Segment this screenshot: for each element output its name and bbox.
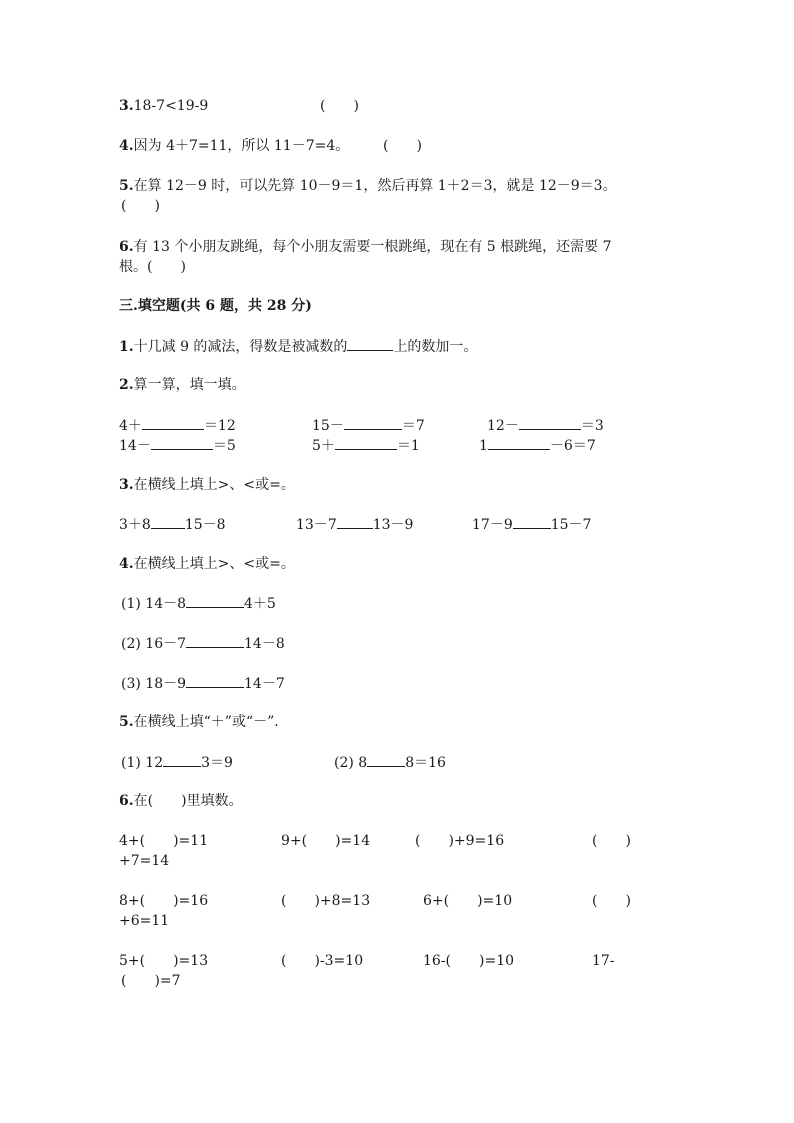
comparison: 3＋8 15－8 xyxy=(119,514,226,535)
question-text: 十几减 9 的减法，得数是被减数的 xyxy=(133,339,348,355)
question-text: 在算 12－9 时，可以先算 10－9＝1，然后再算 1＋2＝3，就是 12－9＝3。 xyxy=(133,178,617,194)
equation: 5＋ ＝1 xyxy=(312,435,420,456)
answer-blank[interactable] xyxy=(344,415,402,430)
question-number: 4. xyxy=(119,138,134,154)
answer-blank[interactable] xyxy=(519,415,581,430)
equation[interactable]: 9+( )=14 xyxy=(281,833,371,849)
answer-blank[interactable] xyxy=(337,514,373,529)
equation[interactable]: ( ) xyxy=(592,893,631,909)
equation[interactable]: 17- xyxy=(592,953,615,969)
answer-blank[interactable] xyxy=(335,435,397,450)
question-text: 在横线上填上>、<或=。 xyxy=(133,477,295,493)
equation[interactable]: ( )+8=13 xyxy=(281,893,371,909)
question-number: 5. xyxy=(119,178,134,194)
question-number: 2. xyxy=(119,377,134,393)
equation[interactable]: ( )-3=10 xyxy=(281,953,364,969)
comparison: 17－9 15－7 xyxy=(472,514,591,535)
fill-q5 xyxy=(119,712,279,732)
judge-q6-line2: 根。( ) xyxy=(119,259,186,275)
operator-fill: (1) 12 3＝9 xyxy=(121,752,233,773)
equation: 15－ ＝7 xyxy=(312,415,425,436)
question-number: 1. xyxy=(119,339,134,355)
question-number: 4. xyxy=(119,556,134,572)
answer-blank[interactable] xyxy=(186,673,244,688)
question-number: 6. xyxy=(119,793,134,809)
answer-blank[interactable] xyxy=(151,514,185,529)
question-number: 5. xyxy=(119,714,134,730)
equation-wrap: +7=14 xyxy=(119,853,170,869)
judge-q6 xyxy=(119,237,612,257)
fill-q2 xyxy=(119,375,246,395)
comparison: (1) 14－8 4＋5 xyxy=(121,593,276,614)
equation[interactable]: 16-( )=10 xyxy=(423,953,515,969)
question-number: 3. xyxy=(119,98,134,114)
answer-blank[interactable] xyxy=(163,752,201,767)
section-title: 三.填空题(共 6 题，共 28 分) xyxy=(119,298,312,314)
question-text: 算一算，填一填。 xyxy=(133,377,246,393)
operator-fill: (2) 8 8＝16 xyxy=(334,752,446,773)
answer-blank[interactable] xyxy=(513,514,551,529)
answer-blank[interactable] xyxy=(151,435,213,450)
answer-blank[interactable] xyxy=(186,593,244,608)
equation: 12－ ＝3 xyxy=(487,415,604,436)
equation[interactable]: ( ) xyxy=(592,833,631,849)
answer-paren[interactable]: ( ) xyxy=(383,138,422,154)
equation: 1 －6＝7 xyxy=(479,435,596,456)
judge-q3 xyxy=(119,96,208,116)
fill-q1 xyxy=(119,336,477,357)
answer-paren[interactable]: ( ) xyxy=(121,198,160,214)
question-text: 在( )里填数。 xyxy=(133,793,243,809)
answer-blank[interactable] xyxy=(186,633,244,648)
judge-q5 xyxy=(119,176,617,196)
equation[interactable]: 5+( )=13 xyxy=(119,953,209,969)
equation[interactable]: 4+( )=11 xyxy=(119,833,209,849)
fill-q6 xyxy=(119,791,243,811)
question-text: 在横线上填“＋”或“－”. xyxy=(133,714,279,730)
comparison: (2) 16－7 14－8 xyxy=(121,633,285,654)
answer-blank[interactable] xyxy=(142,415,204,430)
equation-wrap: +6=11 xyxy=(119,913,170,929)
equation[interactable]: ( )+9=16 xyxy=(415,833,505,849)
question-number: 6. xyxy=(119,239,134,255)
equation-wrap[interactable]: ( )=7 xyxy=(121,973,181,989)
question-text: 18-7<19-9 xyxy=(133,98,209,114)
answer-blank[interactable] xyxy=(488,435,550,450)
equation[interactable]: 6+( )=10 xyxy=(423,893,513,909)
fill-q4 xyxy=(119,554,295,574)
judge-q4 xyxy=(119,136,349,156)
equation[interactable]: 8+( )=16 xyxy=(119,893,209,909)
question-text: 在横线上填上>、<或=。 xyxy=(133,556,295,572)
question-text: 有 13 个小朋友跳绳，每个小朋友需要一根跳绳，现在有 5 根跳绳，还需要 7 xyxy=(133,239,612,255)
fill-q3 xyxy=(119,475,295,495)
question-number: 3. xyxy=(119,477,134,493)
equation: 14－ ＝5 xyxy=(119,435,236,456)
question-text: 上的数加一。 xyxy=(393,339,478,355)
answer-blank[interactable] xyxy=(347,336,393,351)
answer-paren[interactable]: ( ) xyxy=(320,98,359,114)
answer-blank[interactable] xyxy=(367,752,405,767)
comparison: 13－7 13－9 xyxy=(296,514,413,535)
question-text: 因为 4＋7=11，所以 11－7=4。 xyxy=(133,138,350,154)
comparison: (3) 18－9 14－7 xyxy=(121,673,285,694)
equation: 4＋ ＝12 xyxy=(119,415,236,436)
